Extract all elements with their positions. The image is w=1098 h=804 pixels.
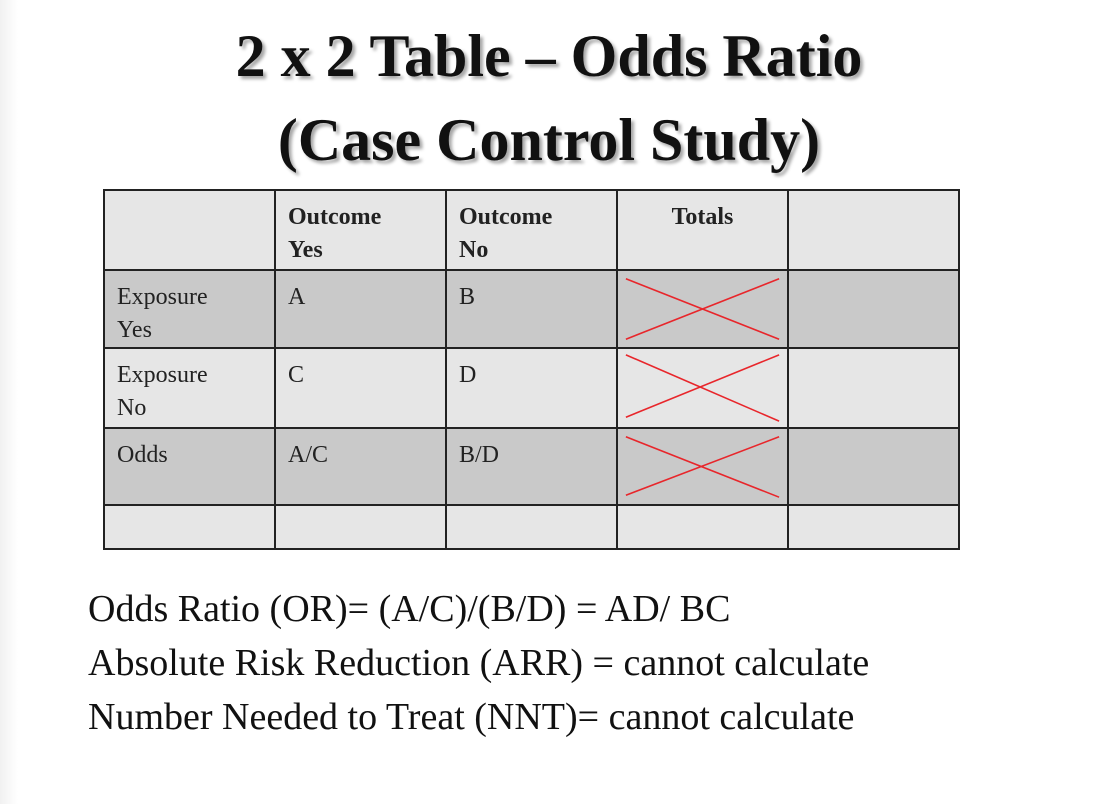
empty-cell [104, 505, 275, 549]
totals-crossed-cell [617, 270, 788, 348]
header-extra-cell [788, 190, 959, 270]
row-label-line2: No [117, 395, 147, 421]
header-outcome-yes-line2: Yes [288, 237, 323, 263]
cross-out-mark [618, 349, 787, 427]
totals-crossed-cell [617, 348, 788, 428]
row-extra-cell [788, 270, 959, 348]
header-totals [617, 190, 788, 270]
row-label-odds [104, 428, 275, 505]
cell-odds-a-c [275, 428, 446, 505]
row-label-exposure-yes [104, 270, 275, 348]
cell-d [446, 348, 617, 428]
cross-out-mark [618, 271, 787, 347]
formula-odds-ratio: Odds Ratio (OR)= (A/C)/(B/D) = AD/ BC [88, 588, 731, 630]
formula-list [88, 582, 869, 744]
cell-odds-b-d-value: B/D [459, 442, 500, 468]
cross-out-mark [618, 429, 787, 504]
table-row-odds [104, 428, 959, 505]
title-line-1: 2 x 2 Table – Odds Ratio [235, 23, 863, 89]
row-label-line2: Yes [117, 317, 152, 343]
header-outcome-no-line1: Outcome [459, 204, 553, 230]
header-outcome-no-line2: No [459, 237, 489, 263]
row-label-line1: Exposure [117, 362, 208, 388]
row-extra-cell [788, 428, 959, 505]
empty-cell [617, 505, 788, 549]
header-outcome-yes-line1: Outcome [288, 204, 382, 230]
row-label-line1: Odds [117, 442, 168, 468]
table-row-exposure-no [104, 348, 959, 428]
empty-cell [275, 505, 446, 549]
odds-ratio-table [103, 189, 960, 550]
formula-number-needed-to-treat: Number Needed to Treat (NNT)= cannot calculate [88, 696, 855, 738]
cell-b [446, 270, 617, 348]
title-line-2: (Case Control Study) [277, 107, 821, 173]
header-outcome-no [446, 190, 617, 270]
formula-absolute-risk-reduction: Absolute Risk Reduction (ARR) = cannot calculate [88, 642, 870, 684]
header-totals-label: Totals [671, 204, 734, 230]
header-outcome-yes [275, 190, 446, 270]
cell-odds-b-d [446, 428, 617, 505]
cell-c [275, 348, 446, 428]
cell-c-value: C [288, 362, 305, 388]
row-label-exposure-no [104, 348, 275, 428]
cell-d-value: D [459, 362, 477, 388]
cell-a-value: A [288, 284, 306, 310]
row-extra-cell [788, 348, 959, 428]
totals-crossed-cell [617, 428, 788, 505]
cell-odds-a-c-value: A/C [288, 442, 329, 468]
table-row-empty [104, 505, 959, 549]
table-header-row [104, 190, 959, 270]
row-label-line1: Exposure [117, 284, 208, 310]
table-row-exposure-yes [104, 270, 959, 348]
empty-cell [788, 505, 959, 549]
cell-b-value: B [459, 284, 476, 310]
slide-title [0, 14, 1098, 182]
header-empty-cell [104, 190, 275, 270]
two-by-two-table [103, 189, 960, 550]
empty-cell [446, 505, 617, 549]
cell-a [275, 270, 446, 348]
